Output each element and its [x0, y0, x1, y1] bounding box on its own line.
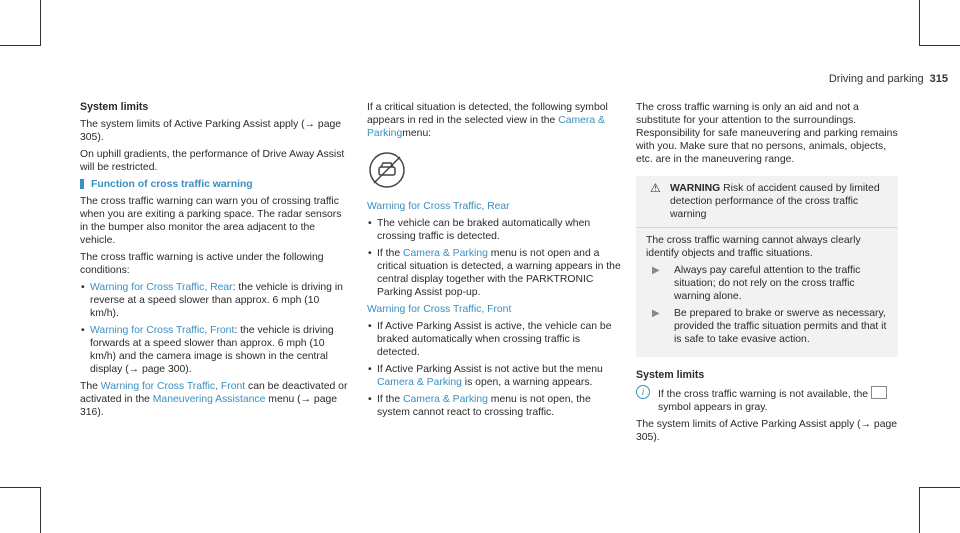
instruction-step [646, 307, 888, 346]
menu-link[interactable]: Camera & Parking [403, 394, 488, 405]
text: The system limits of Active Parking Assist apply ( [636, 419, 861, 430]
crop-mark [920, 45, 960, 46]
paragraph [636, 418, 898, 444]
paragraph [80, 380, 350, 419]
text: The system limits of Active Parking Assist apply ( [80, 119, 305, 130]
crop-mark [920, 487, 960, 488]
play-arrow-icon: ▶ [652, 265, 660, 276]
crop-mark [40, 0, 41, 46]
info-note [636, 386, 898, 414]
text: symbol appears in gray. [658, 402, 768, 413]
symbol-area [367, 144, 625, 200]
menu-link[interactable]: Warning for Cross Traffic, Rear [90, 282, 233, 293]
text: can be deactivated or activated in the [80, 381, 348, 405]
text: : the vehicle is driving forwards at a speed slower than approx. 6 mph (10 km/h) and the camera image is shown in the central display (→ page 300). [90, 325, 334, 375]
text: menu is not open, the system cannot react to crossing traffic. [377, 394, 591, 418]
column-2 [367, 101, 625, 423]
play-arrow-icon: ▶ [652, 308, 660, 319]
menu-link[interactable]: Camera & Parking [403, 248, 488, 259]
text: If Active Parking Assist is active, the vehicle can be braked automatically when crossing traffic is detected. [377, 321, 612, 358]
paragraph [80, 118, 350, 144]
menu-link[interactable]: Maneuvering Assistance [152, 394, 266, 405]
paragraph: The cross traffic warning is only an aid and not a substitute for your attention to the surroundings. Responsibility for safe maneuvering and parking remains with you. Make sure that no persons, animals, objects, etc. are in the maneuvering range. [636, 102, 898, 165]
bullet-icon: • [368, 321, 372, 332]
bullet-icon: • [368, 218, 372, 229]
list-item [367, 363, 625, 389]
text: The vehicle can be braked automatically when crossing traffic is detected. [377, 218, 591, 242]
text: is open, a warning appears. [461, 377, 593, 388]
subheading-front: Warning for Cross Traffic, Front [367, 304, 512, 315]
paragraph: The cross traffic warning is active under the following conditions: [80, 252, 324, 276]
crop-mark [0, 45, 40, 46]
bullet-icon: • [81, 325, 85, 336]
subheading-rear: Warning for Cross Traffic, Rear [367, 201, 510, 212]
camera-symbol-icon [871, 386, 887, 399]
heading-system-limits: System limits [80, 101, 149, 113]
menu-link[interactable]: Camera & Parking [377, 377, 462, 388]
menu-link[interactable]: Camera & Parking [367, 115, 605, 139]
bullet-icon: • [81, 282, 85, 293]
text: Be prepared to brake or swerve as necessary, provided the traffic situation permits and that it is safe to take evasive action. [674, 308, 887, 345]
header-section: Driving and parking [828, 73, 924, 85]
menu-link[interactable]: Warning for Cross Traffic, Front [90, 325, 235, 336]
bullet-icon: • [368, 364, 372, 375]
text: menu (→ page 316). [80, 394, 338, 418]
section-title: Function of cross traffic warning [91, 179, 253, 190]
text: If Active Parking Assist is not active but the menu [377, 364, 603, 375]
warning-header [646, 182, 888, 221]
page-number: 315 [929, 73, 948, 85]
text: If the [377, 394, 403, 405]
front-list [367, 320, 625, 419]
list-item [80, 324, 350, 376]
paragraph: On uphill gradients, the performance of Drive Away Assist will be restricted. [80, 149, 345, 173]
list-item [80, 281, 350, 320]
warning-text: Risk of accident caused by limited detection performance of the cross traffic warning [670, 183, 880, 220]
warning-label: WARNING [670, 183, 721, 194]
text: If the [377, 248, 403, 259]
column-3 [636, 101, 898, 448]
cross-traffic-warning-icon [367, 150, 407, 190]
instruction-step [646, 264, 888, 303]
text: Always pay careful attention to the traffic situation; do not rely on the cross traffic warning alone. [674, 265, 861, 302]
list-item [367, 217, 625, 243]
divider [636, 227, 898, 228]
heading-system-limits: System limits [636, 369, 705, 381]
rear-list [367, 217, 625, 299]
text: : the vehicle is driving in reverse at a speed slower than approx. 6 mph (10 km/h). [90, 282, 343, 319]
warning-triangle-icon: ⚠ [650, 181, 661, 195]
bullet-icon: • [368, 248, 372, 259]
page-reference[interactable]: → page 305). [636, 419, 898, 443]
crop-mark [919, 0, 920, 46]
list-item [367, 247, 625, 299]
list-item [367, 320, 625, 359]
arrow-icon: → [304, 119, 316, 130]
warning-body: The cross traffic warning cannot always clearly identify objects and traffic situations. [646, 235, 861, 259]
section-heading [80, 178, 350, 191]
page-header [829, 73, 948, 85]
page-reference[interactable]: page 305). [80, 119, 342, 143]
list-item [367, 393, 625, 419]
paragraph [367, 101, 625, 140]
menu-link[interactable]: Warning for Cross Traffic, Front [100, 381, 246, 392]
info-icon: i [636, 385, 650, 399]
bullet-icon: • [368, 394, 372, 405]
column-1 [80, 101, 350, 423]
crop-mark [0, 487, 40, 488]
text: If the cross traffic warning is not available, the [658, 389, 871, 400]
text: If a critical situation is detected, the following symbol appears in red in the selected view in the [367, 102, 608, 126]
paragraph: The cross traffic warning can warn you of crossing traffic when you are exiting a parking space. The radar sensors in the bumper also monitor the area adjacent to the vehicle. [80, 196, 342, 246]
crop-mark [919, 487, 920, 533]
text: menu is not open and a critical situation is detected, a warning appears in the central display together with the PARKTRONIC Parking Assist pop-up. [377, 248, 621, 298]
conditions-list [80, 281, 350, 376]
warning-box [636, 176, 898, 357]
text: menu: [402, 128, 432, 139]
text: The [80, 381, 101, 392]
crop-mark [40, 487, 41, 533]
section-marker [80, 179, 84, 189]
